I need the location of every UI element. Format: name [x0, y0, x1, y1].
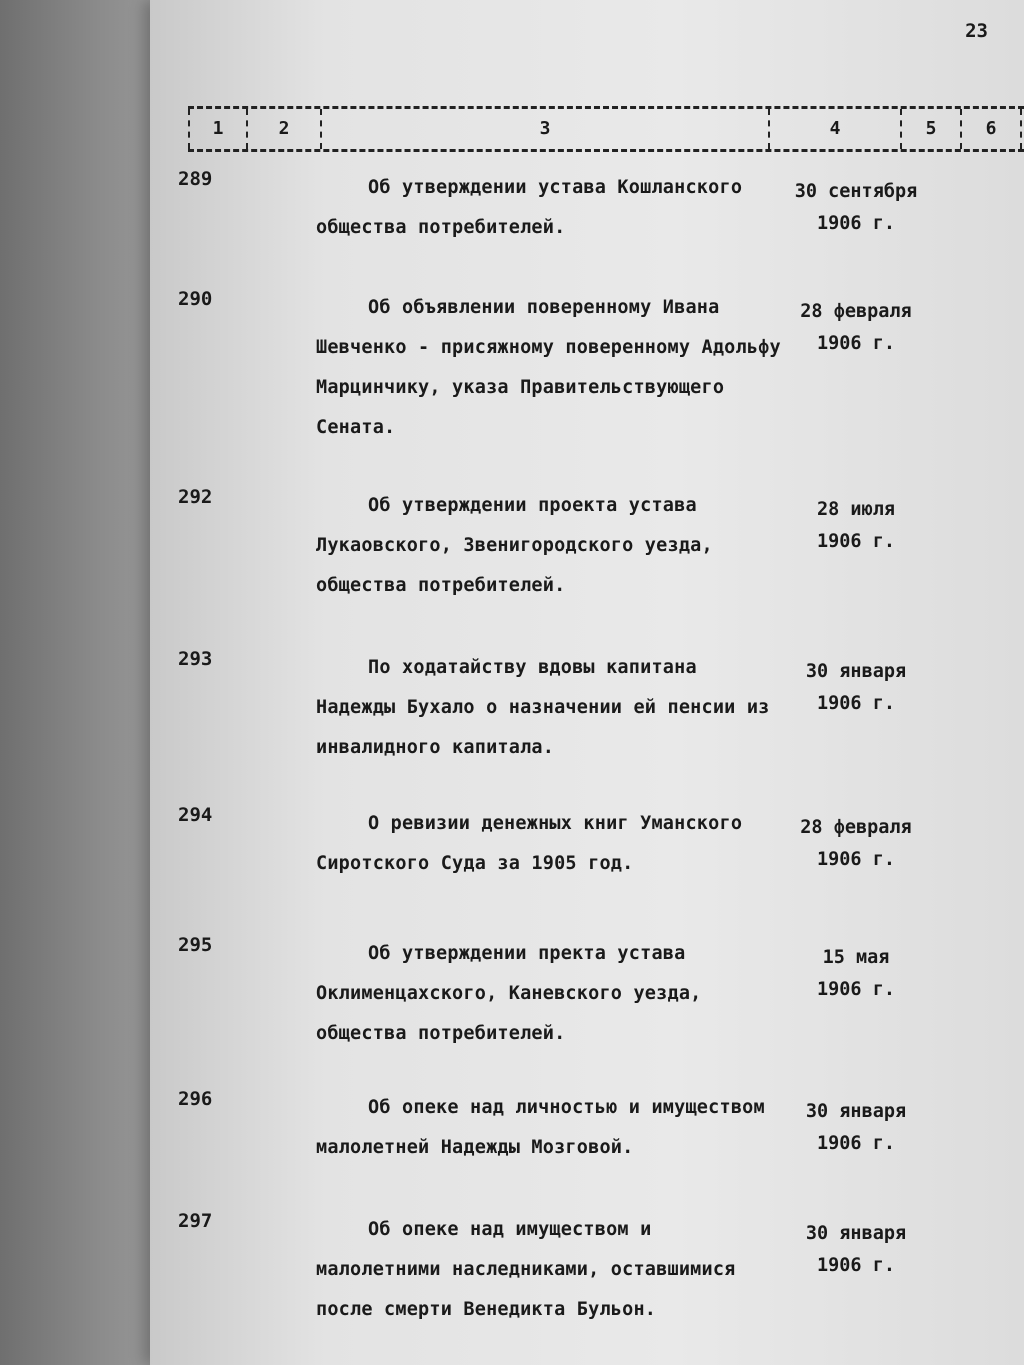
- entry-date: 28 февраля 1906 г.: [800, 817, 912, 870]
- entry-number: 293: [178, 648, 213, 670]
- entry-description: О ревизии денежных книг Уманского Сиротского Суда за 1905 год.: [316, 813, 743, 874]
- entry-date: 30 января 1906 г.: [805, 661, 907, 714]
- left-page-edge: [0, 0, 170, 1365]
- column-header-5: 5: [902, 109, 962, 149]
- entry-date: 30 сентября 1906 г.: [794, 181, 918, 234]
- entry-date: 28 июля 1906 г.: [817, 499, 895, 552]
- entry-number: 294: [178, 804, 213, 826]
- entry-date: 30 января 1906 г.: [805, 1101, 907, 1154]
- column-header-2: 2: [248, 109, 322, 149]
- entry-date: 15 мая 1906 г.: [817, 947, 895, 1000]
- column-header-3: 3: [322, 109, 770, 149]
- entry-description: Об опеке над личностью и имуществом малолетней Надежды Мозговой.: [316, 1097, 765, 1158]
- entry-description: Об объявлении поверенному Ивана Шевченко - присяжному поверенному Адольфу Марцинчику, указа Правительствующего Сената.: [316, 297, 781, 438]
- entry-number: 289: [178, 168, 213, 190]
- entry-number: 295: [178, 934, 213, 956]
- column-header-1: 1: [188, 109, 248, 149]
- entry-number: 292: [178, 486, 213, 508]
- entry-description: Об утверждении пректа устава Оклименцахского, Каневского уезда, общества потребителей.: [316, 943, 702, 1044]
- entry-number: 296: [178, 1088, 213, 1110]
- entry-description: Об утверждении проекта устава Лукаовского, Звенигородского уезда, общества потребителей.: [316, 495, 713, 596]
- entry-description: По ходатайству вдовы капитана Надежды Бухало о назначении ей пенсии из инвалидного капитала.: [316, 657, 770, 758]
- entry-number: 297: [178, 1210, 213, 1232]
- page-number: 23: [965, 20, 988, 42]
- column-header-strip: [188, 106, 1024, 152]
- column-header-6: 6: [962, 109, 1022, 149]
- entry-description: Об утверждении устава Кошланского общества потребителей.: [316, 177, 743, 238]
- entry-date: 30 января 1906 г.: [805, 1223, 907, 1276]
- entry-number: 290: [178, 288, 213, 310]
- entry-date: 28 февраля 1906 г.: [800, 301, 912, 354]
- entry-description: Об опеке над имуществом и малолетними наследниками, оставшимися после смерти Венедикта Бульон.: [316, 1219, 736, 1320]
- column-header-4: 4: [770, 109, 902, 149]
